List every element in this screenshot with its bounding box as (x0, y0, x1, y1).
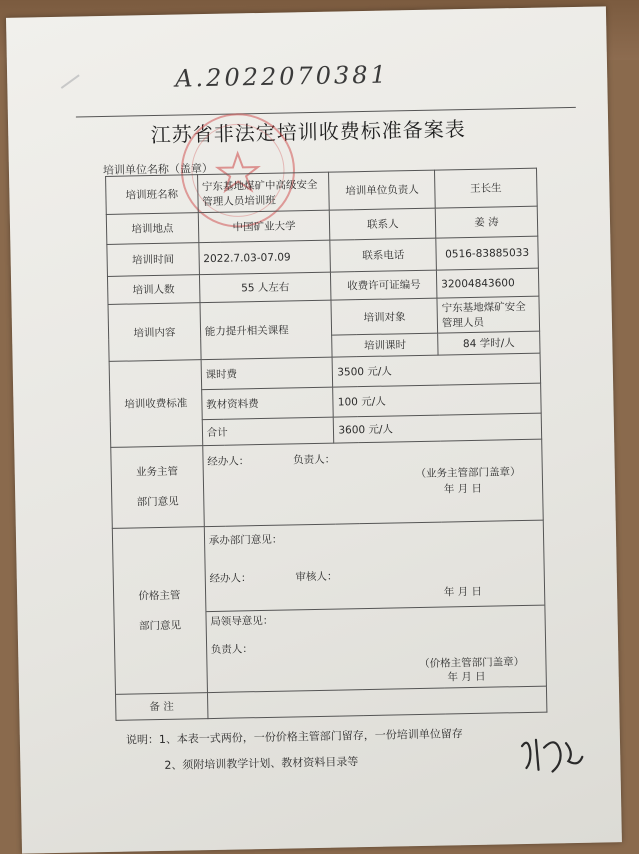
form-notes (126, 721, 464, 779)
fee-item-value: 100 元/人 (333, 383, 541, 417)
license-label: 收费许可证编号 (331, 270, 437, 300)
business-label-line-1: 业务主管 (135, 465, 179, 479)
fee-item-name: 合计 (202, 417, 334, 446)
handwritten-signature (516, 727, 587, 782)
business-date: 年 月 日 (443, 482, 483, 496)
price-dept-opinion (204, 520, 546, 692)
count-label: 培训人数 (107, 275, 199, 305)
business-label-line-2: 部门意见 (136, 495, 179, 509)
class-name-value: 宁东基地煤矿中高级安全管理人员培训班 (197, 172, 329, 213)
business-dept-opinion (202, 439, 543, 526)
fee-label: 培训收费标准 (109, 360, 202, 448)
location-value: 中国矿业大学 (198, 210, 330, 243)
location-label: 培训地点 (106, 213, 198, 245)
bureau-opinion-label: 局领导意见： (210, 614, 274, 629)
contact-value: 姜 涛 (435, 206, 538, 238)
hours-label: 培训课时 (332, 333, 438, 357)
filing-form-table (105, 168, 547, 721)
price-dept-opinion-label: 承办部门意见： (208, 533, 283, 548)
price-responsible: 负责人： (210, 643, 253, 657)
pen-mark (61, 74, 80, 89)
fee-item-value: 3500 元/人 (332, 353, 540, 387)
form-title: 江苏省非法定培训收费标准备案表 (150, 117, 466, 148)
business-handler: 经办人： (207, 455, 250, 469)
hours-value: 84 学时/人 (438, 331, 540, 355)
note-line-1: 说明：1、本表一式两份，一份价格主管部门留存，一份培训单位留存 (125, 727, 463, 747)
contact-label: 联系人 (330, 208, 436, 240)
form-paper (6, 6, 622, 853)
phone-value: 0516-83885033 (436, 236, 539, 270)
price-reviewer: 审核人： (295, 570, 338, 584)
price-label-line-1: 价格主管 (138, 589, 181, 602)
content-label: 培训内容 (108, 303, 201, 362)
price-label-line-2: 部门意见 (138, 619, 182, 632)
fee-item-name: 课时费 (201, 357, 333, 390)
handwritten-number: A.2022070381 (174, 60, 390, 93)
price-handler: 经办人： (209, 572, 252, 586)
count-value: 55 人左右 (199, 272, 331, 303)
target-label: 培训对象 (331, 298, 437, 335)
fee-item-name: 教材资料费 (201, 387, 333, 420)
note-line-2: 2、须附培训教学计划、教材资料目录等 (164, 755, 359, 772)
content-value: 能力提升相关课程 (200, 300, 333, 360)
org-name-label: 培训单位名称（盖章） (102, 161, 214, 178)
phone-label: 联系电话 (330, 238, 436, 272)
business-dept-label (111, 446, 204, 529)
person-in-charge-label: 培训单位负责人 (329, 170, 435, 210)
business-responsible: 负责人： (293, 453, 336, 467)
class-name-label: 培训班名称 (106, 175, 198, 215)
person-in-charge-value: 王长生 (435, 168, 538, 208)
target-value: 宁东基地煤矿安全管理人员 (437, 296, 540, 333)
time-label: 培训时间 (107, 243, 199, 277)
remark-label: 备 注 (116, 693, 208, 721)
price-date-1: 年 月 日 (443, 585, 483, 599)
time-value: 2022.7.03-07.09 (199, 240, 331, 275)
fee-item-value: 3600 元/人 (334, 413, 542, 443)
price-stamp-note: （价格主管部门盖章） (419, 656, 525, 671)
license-value: 32004843600 (436, 268, 538, 298)
price-dept-label (112, 527, 207, 695)
business-stamp-note: （业务主管部门盖章） (415, 466, 521, 481)
price-date-2: 年 月 日 (447, 670, 486, 684)
